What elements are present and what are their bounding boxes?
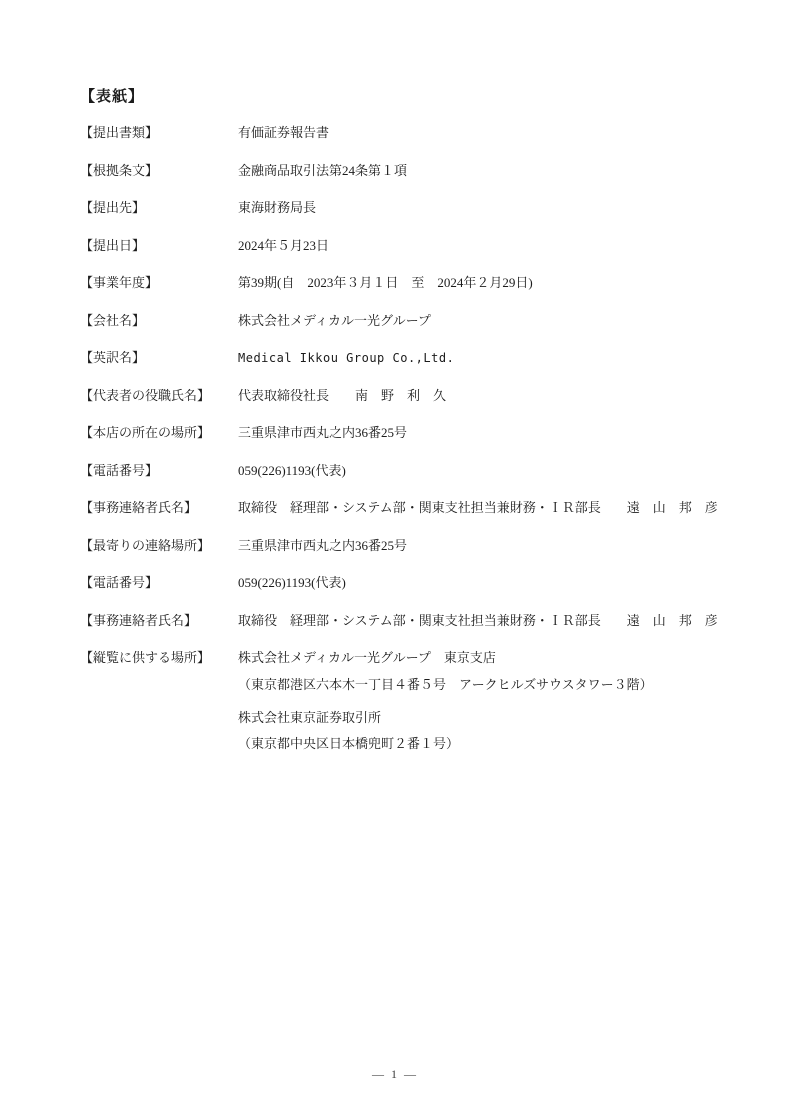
field-value: 金融商品取引法第24条第１項 (238, 162, 408, 178)
field-value: 059(226)1193(代表) (238, 575, 346, 590)
field-label: 【根拠条文】 (80, 162, 159, 178)
field-label: 【会社名】 (80, 312, 146, 328)
field-value-line: 株式会社東京証券取引所 (238, 709, 382, 725)
field-label: 【電話番号】 (80, 575, 159, 590)
field-row (80, 276, 750, 290)
field-label: 【本店の所在の場所】 (80, 425, 211, 440)
page-number: ― 1 ― (372, 1067, 418, 1081)
cover-field-list (80, 126, 750, 751)
field-value: 2024年５月23日 (238, 237, 330, 253)
field-value: 株式会社メディカル一光グループ (238, 312, 431, 328)
field-row (80, 389, 750, 403)
field-label: 【縦覧に供する場所】 (80, 650, 211, 665)
field-value (238, 651, 750, 751)
field-value: 東海財務局長 (238, 200, 317, 215)
field-value: 第39期(自 2023年３月１日 至 2024年２月29日) (238, 275, 533, 290)
field-row (80, 614, 750, 628)
field-label: 【提出先】 (80, 200, 146, 215)
field-label: 【事業年度】 (80, 275, 159, 290)
field-row (80, 426, 750, 440)
field-row (80, 576, 750, 590)
field-row (80, 651, 750, 751)
field-value: 取締役 経理部・システム部・関東支社担当兼財務・ＩＲ部長 遠 山 邦 彦 (238, 500, 718, 515)
field-row (80, 126, 750, 140)
field-value: 有価証券報告書 (238, 125, 330, 140)
field-value: 三重県津市西丸之内36番25号 (238, 425, 408, 440)
field-label: 【提出日】 (80, 237, 146, 253)
field-value-line: （東京都港区六本木一丁目４番５号 アークヒルズサウスタワー３階） (238, 676, 653, 692)
field-label: 【最寄りの連絡場所】 (80, 537, 211, 553)
field-label: 【事務連絡者氏名】 (80, 612, 198, 628)
field-row (80, 201, 750, 215)
field-label: 【英訳名】 (80, 350, 146, 365)
field-row (80, 464, 750, 478)
field-row (80, 351, 750, 365)
field-label: 【提出書類】 (80, 125, 159, 140)
field-label: 【電話番号】 (80, 462, 159, 478)
field-value: Medical Ikkou Group Co.,Ltd. (238, 351, 455, 365)
field-value-line: （東京都中央区日本橋兜町２番１号） (238, 736, 460, 751)
field-value-line: 株式会社メディカル一光グループ 東京支店 (238, 650, 496, 665)
field-value: 三重県津市西丸之内36番25号 (238, 537, 408, 553)
field-label: 【事務連絡者氏名】 (80, 500, 198, 515)
field-value: 代表取締役社長 南 野 利 久 (238, 387, 447, 403)
page-title: 【表紙】 (80, 88, 145, 105)
field-row (80, 239, 750, 253)
field-row (80, 164, 750, 178)
field-value: 059(226)1193(代表) (238, 462, 346, 478)
field-row (80, 539, 750, 553)
field-row (80, 501, 750, 515)
field-label: 【代表者の役職氏名】 (80, 387, 211, 403)
field-row (80, 314, 750, 328)
field-value: 取締役 経理部・システム部・関東支社担当兼財務・ＩＲ部長 遠 山 邦 彦 (238, 612, 718, 628)
